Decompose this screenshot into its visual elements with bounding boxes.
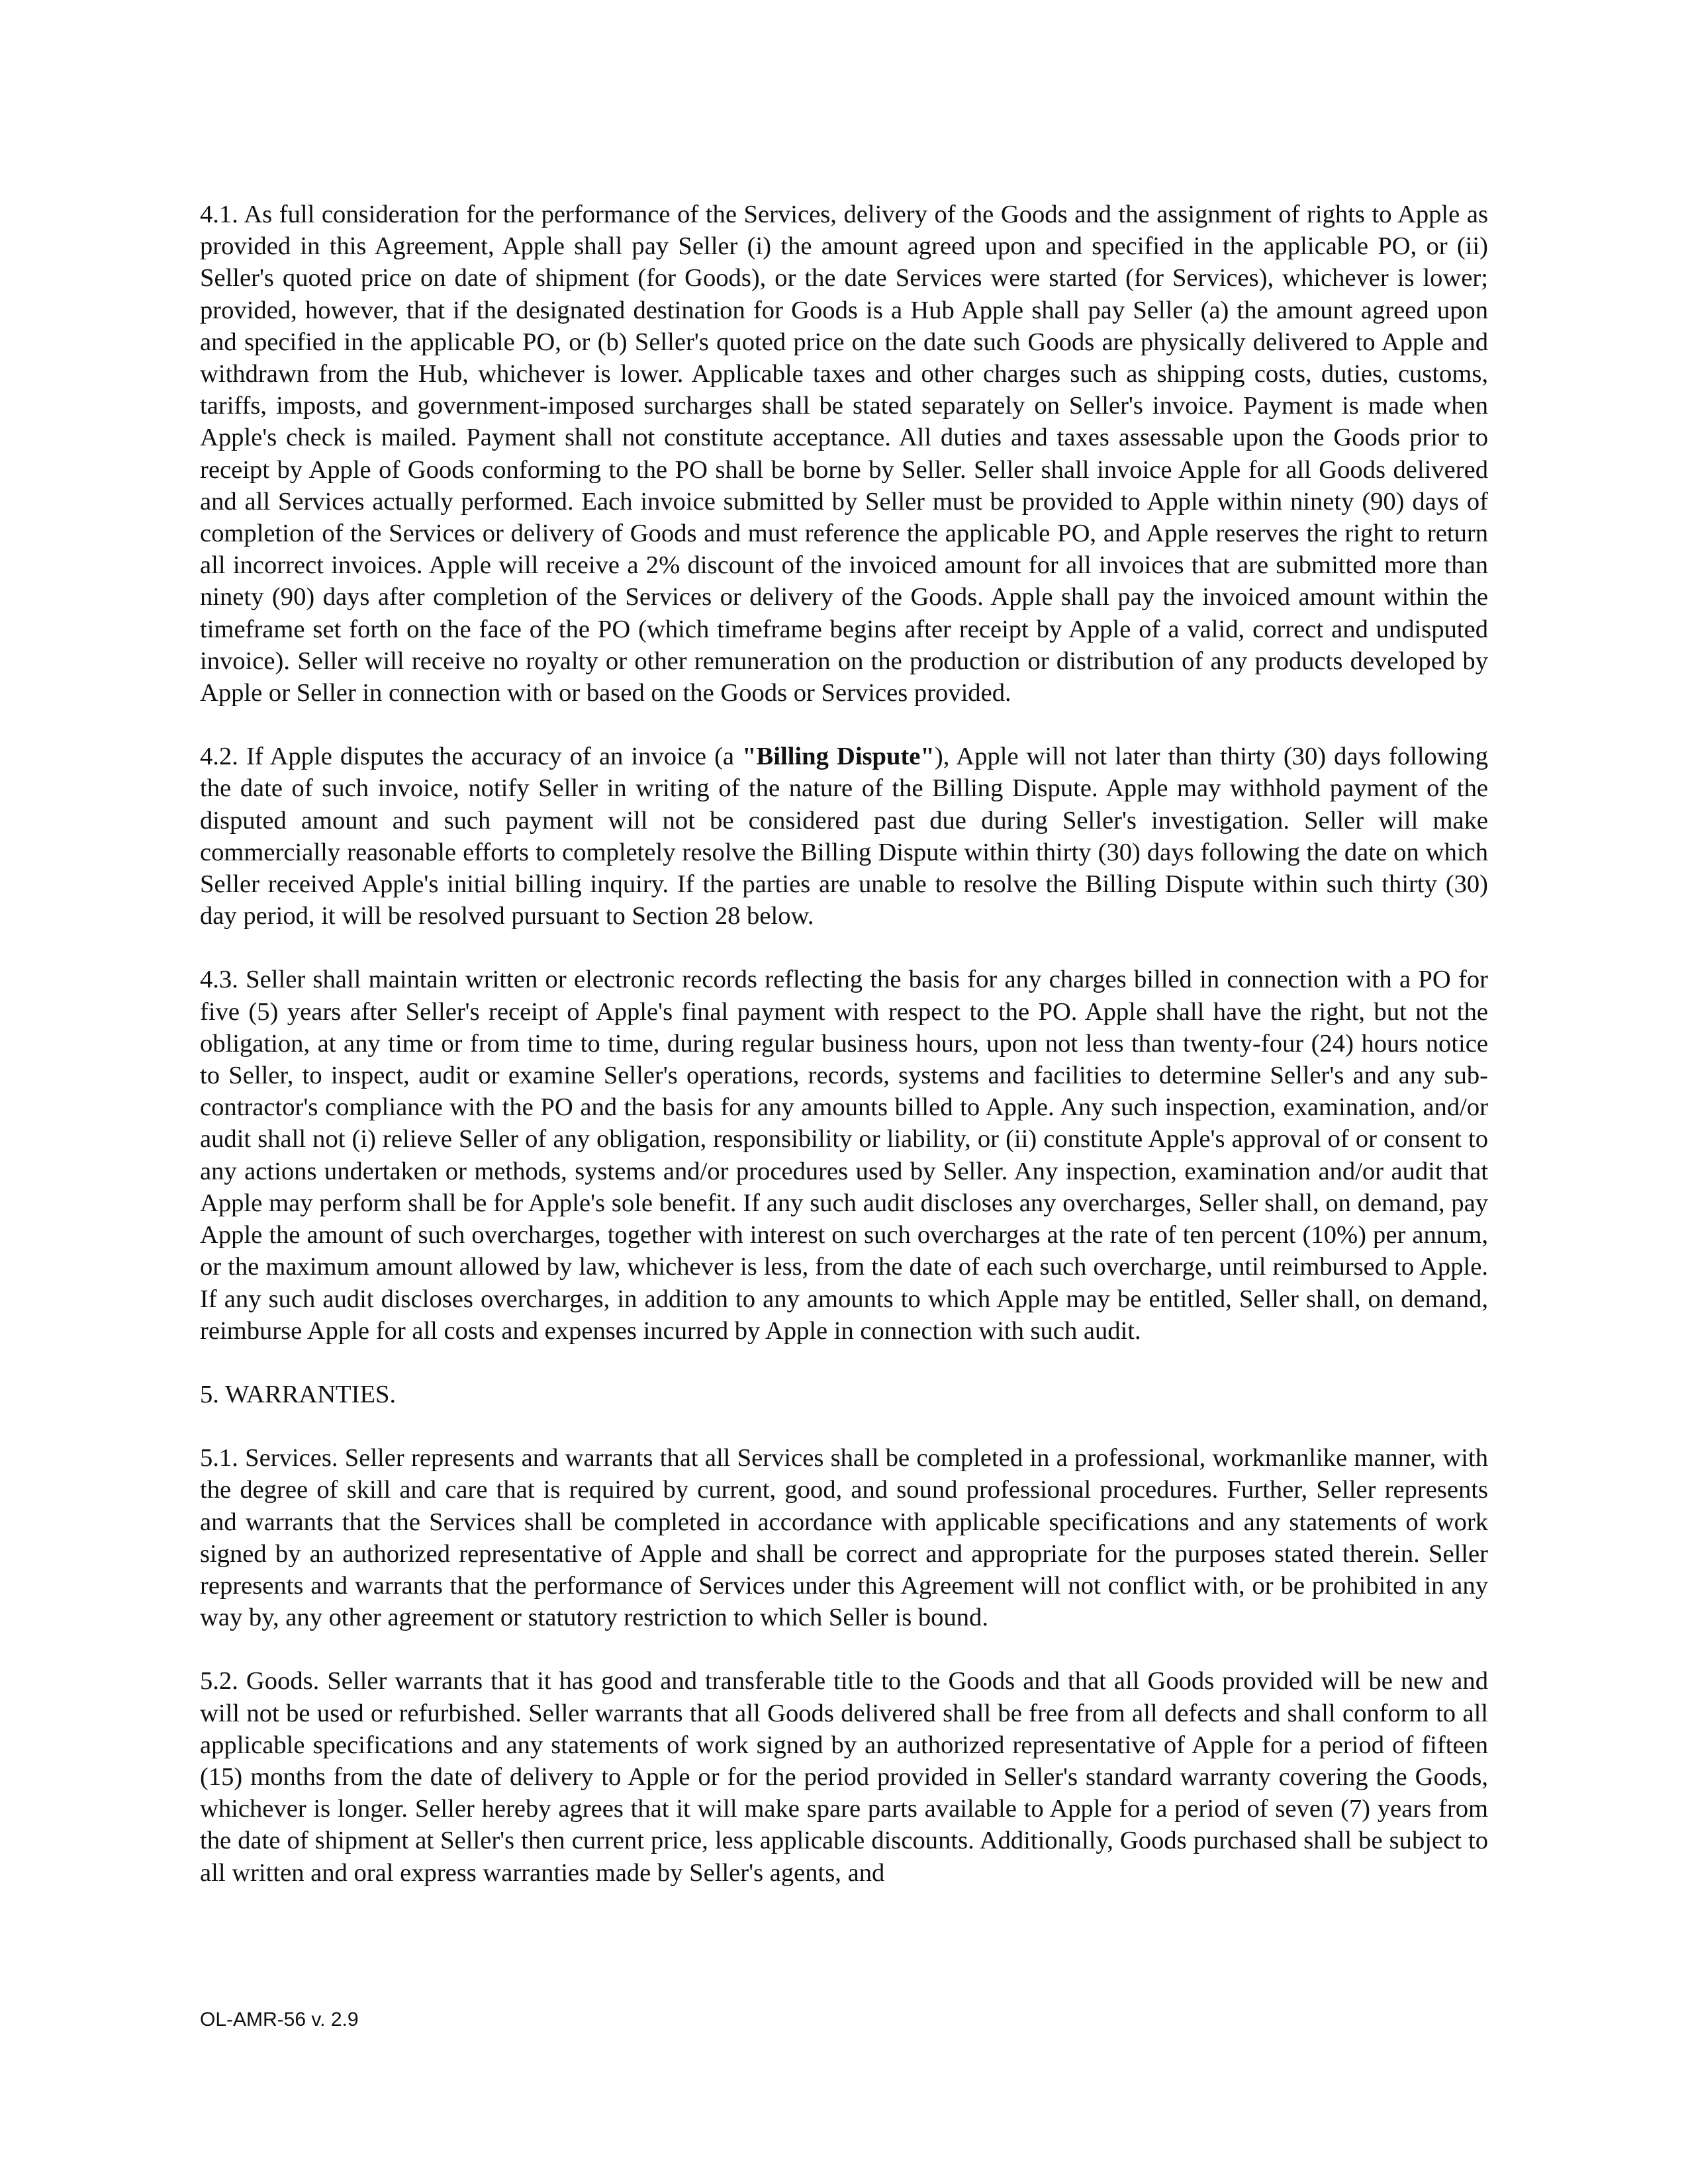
section-5-heading: 5. WARRANTIES. xyxy=(200,1380,397,1408)
section-4-2-paragraph xyxy=(200,741,1488,932)
document-body xyxy=(200,199,1488,1921)
section-5-2-paragraph: 5.2. Goods. Seller warrants that it has good and transferable title to the Goods and that all Goods provided will be new and will not be used or refurbished. Seller warrants that all Goods delivered shall be free from all defects and shall conform to all applicable specifications and any statements of work signed by an authorized representative of Apple for a period of fifteen (15) months from the date of delivery to Apple or for the period provided in Seller's standard warranty covering the Goods, whichever is longer. Seller hereby agrees that it will make spare parts available to Apple for a period of seven (7) years from the date of shipment at Seller's then current price, less applicable discounts. Additionally, Goods purchased shall be subject to all written and oral express warranties made by Seller's agents, and xyxy=(200,1667,1488,1887)
section-4-2-text-after: ), Apple will not later than thirty (30) days following the date of such invoice, notify Seller in writing of the nature of the Billing Dispute. Apple may withhold payment of the disputed amount and such payment will not be considered past due during Seller's investigation. Seller will make commercially reasonable efforts to completely resolve the Billing Dispute within thirty (30) days following the date on which Seller received Apple's initial billing inquiry. If the parties are unable to resolve the Billing Dispute within such thirty (30) day period, it will be resolved pursuant to Section 28 below. xyxy=(200,743,1488,931)
billing-dispute-term: "Billing Dispute" xyxy=(742,743,935,771)
footer-version-label: OL-AMR-56 v. 2.9 xyxy=(200,2009,359,2030)
section-4-1-paragraph: 4.1. As full consideration for the performance of the Services, delivery of the Goods and the assignment of rights to Apple as provided in this Agreement, Apple shall pay Seller (i) the amount agreed upon and specified in the applicable PO, or (ii) Seller's quoted price on date of shipment (for Goods), or the date Services were started (for Services), whichever is lower; provided, however, that if the designated destination for Goods is a Hub Apple shall pay Seller (a) the amount agreed upon and specified in the applicable PO, or (b) Seller's quoted price on the date such Goods are physically delivered to Apple and withdrawn from the Hub, whichever is lower. Applicable taxes and other charges such as shipping costs, duties, customs, tariffs, imposts, and government-imposed surcharges shall be stated separately on Seller's invoice. Payment is made when Apple's check is mailed. Payment shall not constitute acceptance. All duties and taxes assessable upon the Goods prior to receipt by Apple of Goods conforming to the PO shall be borne by Seller. Seller shall invoice Apple for all Goods delivered and all Services actually performed. Each invoice submitted by Seller must be provided to Apple within ninety (90) days of completion of the Services or delivery of Goods and must reference the applicable PO, and Apple reserves the right to return all incorrect invoices. Apple will receive a 2% discount of the invoiced amount for all invoices that are submitted more than ninety (90) days after completion of the Services or delivery of the Goods. Apple shall pay the invoiced amount within the timeframe set forth on the face of the PO (which timeframe begins after receipt by Apple of a valid, correct and undisputed invoice). Seller will receive no royalty or other remuneration on the production or distribution of any products developed by Apple or Seller in connection with or based on the Goods or Services provided. xyxy=(200,201,1488,707)
section-5-1-paragraph: 5.1. Services. Seller represents and warrants that all Services shall be completed in a professional, workmanlike manner, with the degree of skill and care that is required by current, good, and sound professional procedures. Further, Seller represents and warrants that the Services shall be completed in accordance with applicable specifications and any statements of work signed by an authorized representative of Apple and shall be correct and appropriate for the purposes stated therein. Seller represents and warrants that the performance of Services under this Agreement will not conflict with, or be prohibited in any way by, any other agreement or statutory restriction to which Seller is bound. xyxy=(200,1444,1488,1632)
section-4-3-paragraph: 4.3. Seller shall maintain written or electronic records reflecting the basis for any charges billed in connection with a PO for five (5) years after Seller's receipt of Apple's final payment with respect to the PO. Apple shall have the right, but not the obligation, at any time or from time to time, during regular business hours, upon not less than twenty-four (24) hours notice to Seller, to inspect, audit or examine Seller's operations, records, systems and facilities to determine Seller's and any sub-contractor's compliance with the PO and the basis for any amounts billed to Apple. Any such inspection, examination, and/or audit shall not (i) relieve Seller of any obligation, responsibility or liability, or (ii) constitute Apple's approval of or consent to any actions undertaken or methods, systems and/or procedures used by Seller. Any inspection, examination and/or audit that Apple may perform shall be for Apple's sole benefit. If any such audit discloses any overcharges, Seller shall, on demand, pay Apple the amount of such overcharges, together with interest on such overcharges at the rate of ten percent (10%) per annum, or the maximum amount allowed by law, whichever is less, from the date of each such overcharge, until reimbursed to Apple. If any such audit discloses overcharges, in addition to any amounts to which Apple may be entitled, Seller shall, on demand, reimburse Apple for all costs and expenses incurred by Apple in connection with such audit. xyxy=(200,966,1488,1345)
section-4-2-text-before: 4.2. If Apple disputes the accuracy of an invoice (a xyxy=(200,743,743,771)
